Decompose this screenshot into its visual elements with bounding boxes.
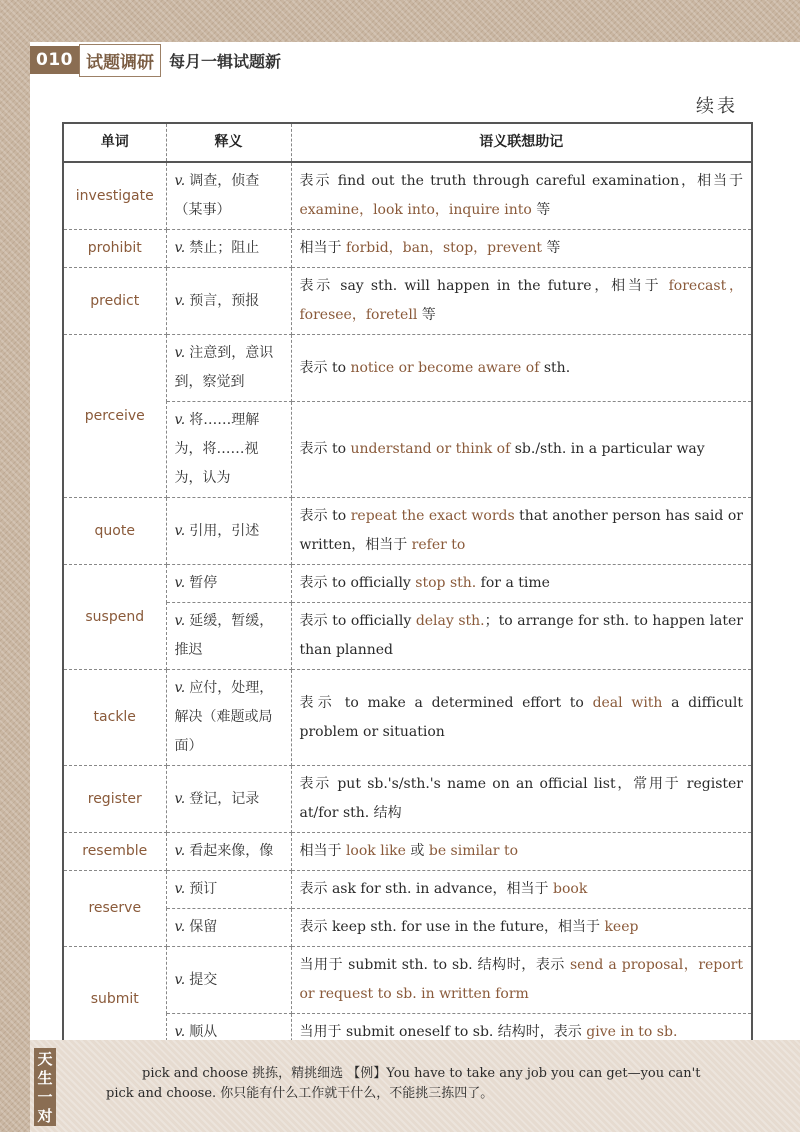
meaning-cell bbox=[166, 162, 291, 230]
word-cell: reserve bbox=[63, 871, 166, 947]
header-word: 单词 bbox=[63, 123, 166, 162]
part-of-speech: v. bbox=[174, 522, 186, 539]
footer-badge: 天生一对 bbox=[34, 1048, 56, 1126]
mnemonic-cell bbox=[291, 268, 752, 335]
mnemonic-text: a difficult problem or situation bbox=[299, 694, 744, 740]
page-number: 010 bbox=[30, 46, 79, 74]
mnemonic-cell bbox=[291, 230, 752, 268]
meaning-text: 引用，引述 bbox=[189, 522, 260, 539]
part-of-speech: v. bbox=[174, 412, 186, 428]
top-border bbox=[0, 0, 800, 42]
part-of-speech: v. bbox=[174, 575, 186, 591]
table-header-row bbox=[63, 123, 752, 162]
mnemonic-text: 等 bbox=[531, 202, 551, 218]
meaning-cell bbox=[166, 268, 291, 335]
meaning-text: 将……理解为，将……视为，认为 bbox=[174, 412, 260, 486]
part-of-speech: v. bbox=[174, 680, 186, 696]
table-row bbox=[63, 670, 752, 766]
mnemonic-cell bbox=[291, 565, 752, 603]
mnemonic-text: 表示 to officially bbox=[299, 613, 416, 629]
meaning-text: 提交 bbox=[189, 971, 218, 988]
meaning-cell bbox=[166, 766, 291, 833]
mnemonic-cell bbox=[291, 162, 752, 230]
meaning-cell bbox=[166, 402, 291, 498]
part-of-speech: v. bbox=[174, 843, 186, 859]
mnemonic-cell bbox=[291, 871, 752, 909]
mnemonic-cell bbox=[291, 766, 752, 833]
meaning-cell bbox=[166, 230, 291, 268]
part-of-speech: v. bbox=[174, 292, 186, 309]
meaning-text: 延缓，暂缓，推迟 bbox=[174, 613, 274, 658]
mnemonic-text: 当用于 submit oneself to sb. 结构时，表示 bbox=[299, 1024, 587, 1040]
mnemonic-cell bbox=[291, 603, 752, 670]
part-of-speech: v. bbox=[174, 240, 186, 256]
footer-example bbox=[106, 1064, 726, 1104]
mnemonic-highlight: be similar to bbox=[428, 843, 518, 859]
word-cell: suspend bbox=[63, 565, 166, 670]
mnemonic-text: 表示 to officially bbox=[299, 575, 416, 591]
part-of-speech: v. bbox=[174, 881, 186, 897]
left-border bbox=[0, 0, 30, 1132]
meaning-text: 暂停 bbox=[189, 575, 218, 591]
meaning-text: 禁止；阻止 bbox=[189, 240, 260, 256]
word-cell: perceive bbox=[63, 335, 166, 498]
meaning-text: 顺从 bbox=[189, 1024, 218, 1040]
mnemonic-text: 相当于 bbox=[299, 843, 346, 859]
mnemonic-highlight: repeat the exact words bbox=[350, 508, 515, 524]
word-cell: investigate bbox=[63, 162, 166, 230]
part-of-speech: v. bbox=[174, 613, 186, 629]
table-row bbox=[63, 871, 752, 909]
meaning-text: 预订 bbox=[189, 881, 218, 897]
meaning-cell bbox=[166, 565, 291, 603]
mnemonic-text: ；to arrange for sth. to happen later than planned bbox=[299, 613, 743, 658]
meaning-text: 注意到，意识到，察觉到 bbox=[174, 345, 274, 390]
mnemonic-highlight: send a proposal，report or request to sb. in written form bbox=[299, 957, 744, 1002]
meaning-text: 登记，记录 bbox=[189, 790, 260, 807]
continued-label: 续表 bbox=[696, 96, 738, 117]
mnemonic-text: 相当于 bbox=[299, 240, 346, 256]
meaning-cell bbox=[166, 498, 291, 565]
mnemonic-highlight: forecast，foresee，foretell bbox=[299, 278, 743, 323]
meaning-text: 应付，处理，解决（难题或局面） bbox=[174, 680, 274, 754]
mnemonic-text: 表示 ask for sth. in advance，相当于 bbox=[299, 881, 553, 897]
mnemonic-text: 表示 find out the truth through careful examination，相当于 bbox=[299, 173, 743, 189]
header-mnemonic: 语义联想助记 bbox=[291, 123, 752, 162]
mnemonic-highlight: look like bbox=[345, 843, 406, 859]
mnemonic-highlight: stop sth. bbox=[415, 575, 477, 591]
table-row bbox=[63, 766, 752, 833]
header-meaning: 释义 bbox=[166, 123, 291, 162]
mnemonic-highlight: refer to bbox=[411, 537, 466, 553]
word-cell: prohibit bbox=[63, 230, 166, 268]
mnemonic-text: 表示 put sb.'s/sth.'s name on an official list，常用于 register at/for sth. 结构 bbox=[299, 776, 743, 821]
part-of-speech: v. bbox=[174, 790, 186, 807]
header-tagline: 每月一辑试题新 bbox=[169, 51, 282, 71]
table-row bbox=[63, 335, 752, 402]
table-row bbox=[63, 947, 752, 1014]
mnemonic-text: sb./sth. in a particular way bbox=[510, 441, 705, 457]
mnemonic-text: for a time bbox=[476, 575, 550, 591]
meaning-cell bbox=[166, 947, 291, 1014]
part-of-speech: v. bbox=[174, 971, 186, 988]
word-cell: submit bbox=[63, 947, 166, 1053]
mnemonic-cell bbox=[291, 947, 752, 1014]
mnemonic-highlight: keep bbox=[604, 919, 639, 935]
mnemonic-cell bbox=[291, 833, 752, 871]
table-row bbox=[63, 833, 752, 871]
table-row bbox=[63, 402, 752, 498]
word-cell: resemble bbox=[63, 833, 166, 871]
part-of-speech: v. bbox=[174, 1024, 186, 1040]
mnemonic-cell bbox=[291, 335, 752, 402]
footer-line: pick and choose. 你只能有什么工作就干什么，不能挑三拣四了。 bbox=[106, 1086, 494, 1101]
mnemonic-text: 表示 to make a determined effort to bbox=[299, 694, 593, 711]
meaning-cell bbox=[166, 871, 291, 909]
table-row bbox=[63, 909, 752, 947]
meaning-cell bbox=[166, 833, 291, 871]
table-row bbox=[63, 603, 752, 670]
mnemonic-cell bbox=[291, 670, 752, 766]
mnemonic-text: 或 bbox=[405, 843, 429, 859]
mnemonic-text: 等 bbox=[541, 240, 561, 256]
mnemonic-text: 表示 to bbox=[299, 359, 351, 376]
meaning-text: 看起来像，像 bbox=[189, 843, 274, 859]
mnemonic-highlight: book bbox=[553, 881, 588, 897]
mnemonic-highlight: understand or think of bbox=[350, 441, 511, 457]
mnemonic-highlight: notice or become aware of bbox=[350, 359, 540, 376]
mnemonic-highlight: deal with bbox=[592, 694, 663, 711]
table-row bbox=[63, 498, 752, 565]
word-cell: quote bbox=[63, 498, 166, 565]
meaning-text: 保留 bbox=[189, 919, 218, 935]
page-header bbox=[30, 42, 800, 78]
part-of-speech: v. bbox=[174, 919, 186, 935]
table-row bbox=[63, 230, 752, 268]
word-cell: register bbox=[63, 766, 166, 833]
table-row bbox=[63, 565, 752, 603]
mnemonic-cell bbox=[291, 402, 752, 498]
mnemonic-text: 表示 say sth. will happen in the future，相当于 bbox=[299, 278, 669, 294]
footer-line: pick and choose 挑拣，精挑细选 【例】You have to take any job you can get—you can't bbox=[142, 1066, 701, 1081]
meaning-cell bbox=[166, 335, 291, 402]
mnemonic-highlight: examine，look into，inquire into bbox=[299, 202, 532, 218]
mnemonic-cell bbox=[291, 909, 752, 947]
mnemonic-text: 表示 keep sth. for use in the future，相当于 bbox=[299, 919, 605, 935]
meaning-cell bbox=[166, 909, 291, 947]
meaning-text: 预言，预报 bbox=[189, 292, 260, 309]
meaning-cell bbox=[166, 603, 291, 670]
vocabulary-table bbox=[62, 122, 753, 1053]
word-cell: tackle bbox=[63, 670, 166, 766]
mnemonic-text: 等 bbox=[417, 307, 436, 323]
mnemonic-cell bbox=[291, 498, 752, 565]
table-row bbox=[63, 162, 752, 230]
table-row bbox=[63, 268, 752, 335]
section-title: 试题调研 bbox=[79, 44, 161, 77]
word-cell: predict bbox=[63, 268, 166, 335]
mnemonic-highlight: give in to sb. bbox=[586, 1024, 678, 1040]
mnemonic-text: 表示 to bbox=[299, 441, 351, 457]
part-of-speech: v. bbox=[174, 345, 186, 361]
meaning-cell bbox=[166, 670, 291, 766]
mnemonic-text: that another person has said or written，相当于 bbox=[299, 508, 743, 553]
mnemonic-text: 表示 to bbox=[299, 508, 351, 524]
mnemonic-highlight: forbid，ban，stop，prevent bbox=[345, 240, 542, 256]
mnemonic-text: 当用于 submit sth. to sb. 结构时，表示 bbox=[299, 957, 570, 973]
meaning-text: 调查，侦查（某事） bbox=[174, 173, 260, 218]
mnemonic-highlight: delay sth. bbox=[415, 613, 485, 629]
mnemonic-text: sth. bbox=[539, 359, 571, 376]
part-of-speech: v. bbox=[174, 173, 186, 189]
